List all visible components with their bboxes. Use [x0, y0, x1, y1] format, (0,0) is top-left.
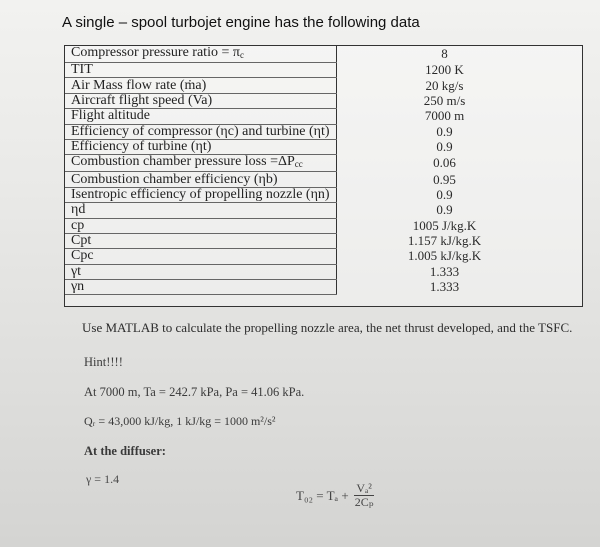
table-row [65, 264, 582, 279]
parameter-value: 1.005 kJ/kg.K [407, 248, 482, 264]
parameter-label-text: cp [71, 218, 85, 233]
parameter-label-text: Cpt [71, 233, 92, 249]
parameter-label-text: Combustion chamber pressure loss =ΔP [71, 154, 295, 170]
parameter-label-text: γn [71, 279, 85, 295]
problem-heading: A single – spool turbojet engine has the following data [62, 14, 420, 31]
equation-numerator: Vₐ² [356, 481, 372, 495]
parameter-label-text: Aircraft flight speed (Va) [71, 93, 213, 108]
parameter-label [65, 264, 337, 279]
table-row [65, 218, 582, 233]
parameter-value: 0.06 [433, 155, 456, 171]
table-row [65, 78, 582, 93]
parameter-label [65, 187, 337, 202]
equation-denominator: 2Cₚ [354, 495, 374, 509]
engine-data-table [64, 45, 583, 307]
table-row [65, 280, 582, 295]
parameter-value: 1.157 kJ/kg.K [407, 233, 482, 249]
table-row [65, 187, 582, 202]
table-row [65, 46, 582, 63]
parameter-label-text: Air Mass flow rate (ṁa) [71, 77, 207, 93]
table-row [65, 93, 582, 108]
parameter-label [65, 155, 337, 172]
parameter-value: 0.9 [436, 124, 453, 139]
data-table [65, 46, 582, 295]
diffuser-heading: At the diffuser: [84, 444, 166, 458]
parameter-label-text: TIT [71, 62, 93, 78]
table-row [65, 139, 582, 154]
table-row [65, 249, 582, 264]
parameter-label [65, 78, 337, 93]
parameter-label [65, 63, 337, 78]
equation-lhs: T₀₂ = Tₐ + [296, 487, 349, 503]
table-row [65, 155, 582, 172]
equation-fraction [353, 482, 376, 509]
altitude-conditions: At 7000 m, Ta = 242.7 kPa, Pa = 41.06 kPa. [84, 385, 305, 399]
parameter-value: 0.9 [436, 139, 453, 155]
stagnation-temperature-equation [296, 482, 376, 509]
parameter-value: 1.333 [429, 279, 460, 295]
parameter-label [65, 218, 337, 233]
parameter-label [65, 203, 337, 218]
table-row [65, 63, 582, 78]
parameter-label [65, 46, 337, 63]
parameter-value: 1.333 [429, 264, 460, 279]
parameter-value: 1200 K [425, 62, 464, 78]
parameter-label [65, 249, 337, 264]
parameter-value: 8 [441, 46, 448, 62]
parameter-label [65, 109, 337, 124]
parameter-label-text: γt [71, 264, 82, 279]
parameter-value: 7000 m [424, 108, 465, 124]
parameter-value: 20 kg/s [425, 77, 464, 93]
parameter-value: 0.9 [436, 187, 453, 202]
parameter-label-text: Combustion chamber efficiency (ηb) [71, 171, 278, 187]
table-row [65, 124, 582, 139]
parameter-label [65, 233, 337, 248]
parameter-label-text: Compressor pressure ratio = π [71, 46, 240, 60]
parameter-label-text: ηd [71, 202, 86, 218]
hint-label: Hint!!!! [84, 355, 123, 369]
parameter-label-subscript: cc [294, 159, 303, 170]
table-body [65, 46, 582, 295]
table-row [65, 203, 582, 218]
parameter-label-text: Flight altitude [71, 108, 150, 124]
parameter-label-text: Isentropic efficiency of propelling nozzle (ηn) [71, 187, 330, 202]
table-row [65, 172, 582, 187]
parameter-label [65, 172, 337, 187]
parameter-label [65, 124, 337, 139]
table-row [65, 233, 582, 248]
parameter-label [65, 93, 337, 108]
parameter-value: 250 m/s [423, 93, 466, 108]
parameter-value: 0.9 [436, 202, 453, 218]
parameter-label-subscript: c [239, 50, 244, 60]
parameter-label-text: Cpc [71, 248, 94, 264]
heating-value-line: Qᵣ = 43,000 kJ/kg, 1 kJ/kg = 1000 m²/s² [84, 414, 276, 428]
parameter-value: 0.95 [433, 171, 456, 187]
gamma-value: γ = 1.4 [86, 472, 120, 486]
table-row [65, 109, 582, 124]
task-instructions: Use MATLAB to calculate the propelling nozzle area, the net thrust developed, and the TSFC. [82, 320, 573, 335]
parameter-label [65, 280, 337, 295]
parameter-label-text: Efficiency of turbine (ηt) [71, 139, 212, 155]
parameter-label-text: Efficiency of compressor (ηc) and turbine (ηt) [71, 124, 330, 139]
parameter-label [65, 139, 337, 154]
parameter-value: 1005 J/kg.K [412, 218, 477, 233]
